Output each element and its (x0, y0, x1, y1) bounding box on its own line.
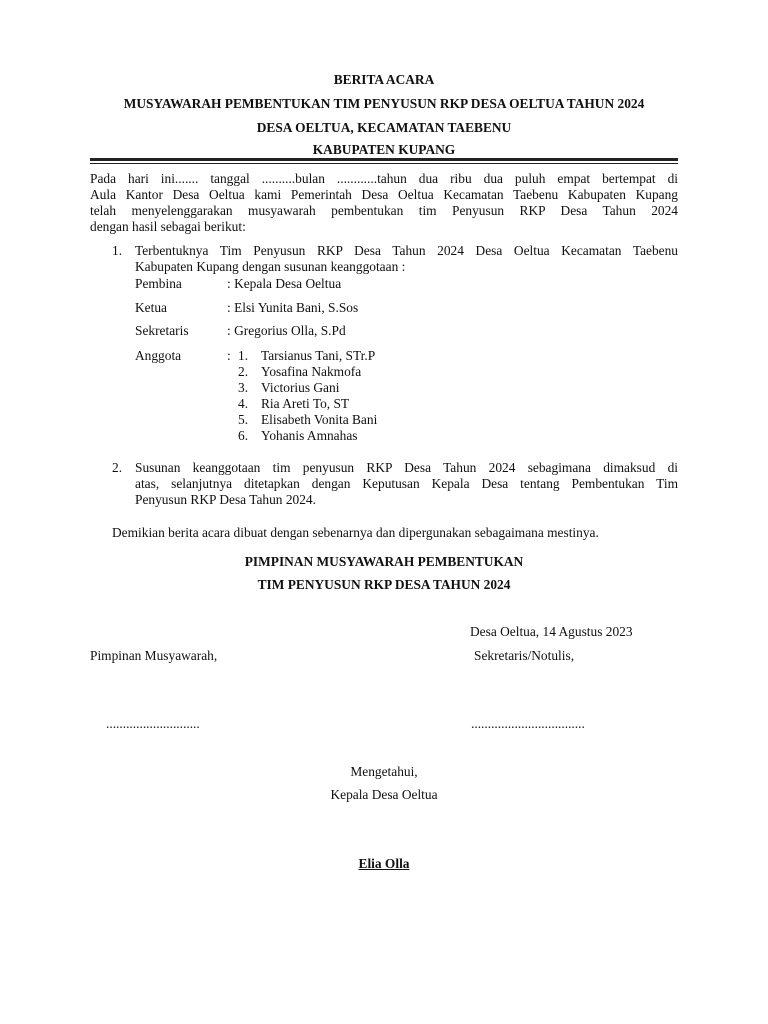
role-label-anggota: Anggota (135, 348, 182, 363)
acknowledge-role: Kepala Desa Oeltua (330, 787, 438, 802)
role-label-sekretaris: Sekretaris (135, 323, 189, 338)
document-regency: KABUPATEN KUPANG (312, 142, 456, 157)
role-label-pembina: Pembina (135, 276, 182, 291)
item-1-text (135, 243, 678, 275)
role-colon-anggota: : (227, 348, 231, 363)
signature-blank-left: ............................ (106, 716, 200, 731)
leadership-subtitle: TIM PENYUSUN RKP DESA TAHUN 2024 (257, 577, 511, 592)
village-head-name: Elia Olla (358, 856, 410, 871)
member-number: 1. (238, 348, 249, 363)
item-2-text (135, 460, 678, 508)
document-title: BERITA ACARA (333, 72, 435, 87)
place-date: Desa Oeltua, 14 Agustus 2023 (470, 624, 633, 639)
member-number: 6. (238, 428, 249, 443)
header-divider-thick (90, 158, 678, 161)
item-2-line: Susunan keanggotaan tim penyusun RKP Desa Tahun 2024 sebagimana dimaksud di (135, 460, 678, 475)
closing-statement: Demikian berita acara dibuat dengan sebenarnya dan dipergunakan sebagaimana mestinya. (112, 525, 599, 540)
member-name: Yohanis Amnahas (261, 428, 358, 443)
item-1-line: Terbentuknya Tim Penyusun RKP Desa Tahun 2024 Desa Oeltua Kecamatan Taebenu (135, 243, 678, 258)
member-name: Elisabeth Vonita Bani (261, 412, 378, 427)
intro-line: Pada hari ini....... tanggal ..........bulan ............tahun dua ribu dua puluh empat bertempat di (90, 171, 678, 186)
signatory-right-title: Sekretaris/Notulis, (474, 648, 575, 663)
leadership-title: PIMPINAN MUSYAWARAH PEMBENTUKAN (244, 554, 524, 569)
role-value-ketua: : Elsi Yunita Bani, S.Sos (227, 300, 359, 315)
member-name: Victorius Gani (261, 380, 340, 395)
member-number: 3. (238, 380, 249, 395)
member-number: 5. (238, 412, 249, 427)
item-1-number: 1. (112, 243, 123, 258)
signature-blank-right: .................................. (471, 716, 585, 731)
intro-line: telah menyelenggarakan musyawarah pembentukan tim Penyusun RKP Desa Tahun 2024 (90, 203, 678, 218)
member-number: 2. (238, 364, 249, 379)
member-name: Ria Areti To, ST (261, 396, 350, 411)
item-1-line: Kabupaten Kupang dengan susunan keanggotaan : (135, 259, 406, 274)
header-divider-thin (90, 163, 678, 164)
document-location: DESA OELTUA, KECAMATAN TAEBENU (256, 120, 512, 135)
intro-line: Aula Kantor Desa Oeltua kami Pemerintah Desa Oeltua Kecamatan Taebenu Kabupaten Kupang (90, 187, 678, 202)
document-subtitle: MUSYAWARAH PEMBENTUKAN TIM PENYUSUN RKP DESA OELTUA TAHUN 2024 (123, 96, 645, 111)
member-name: Tarsianus Tani, STr.P (261, 348, 376, 363)
intro-paragraph (90, 171, 678, 235)
item-2-line: atas, selanjutnya ditetapkan dengan Keputusan Kepala Desa tentang Pembentukan Tim (135, 476, 678, 491)
intro-line: dengan hasil sebagai berikut: (90, 219, 246, 234)
item-2-number: 2. (112, 460, 123, 475)
item-2-line: Penyusun RKP Desa Tahun 2024. (135, 492, 316, 507)
signatory-left-title: Pimpinan Musyawarah, (90, 648, 218, 663)
role-value-sekretaris: : Gregorius Olla, S.Pd (227, 323, 346, 338)
role-value-pembina: : Kepala Desa Oeltua (227, 276, 342, 291)
member-number: 4. (238, 396, 249, 411)
role-label-ketua: Ketua (135, 300, 167, 315)
member-name: Yosafina Nakmofa (261, 364, 362, 379)
acknowledge-label: Mengetahui, (350, 764, 418, 779)
